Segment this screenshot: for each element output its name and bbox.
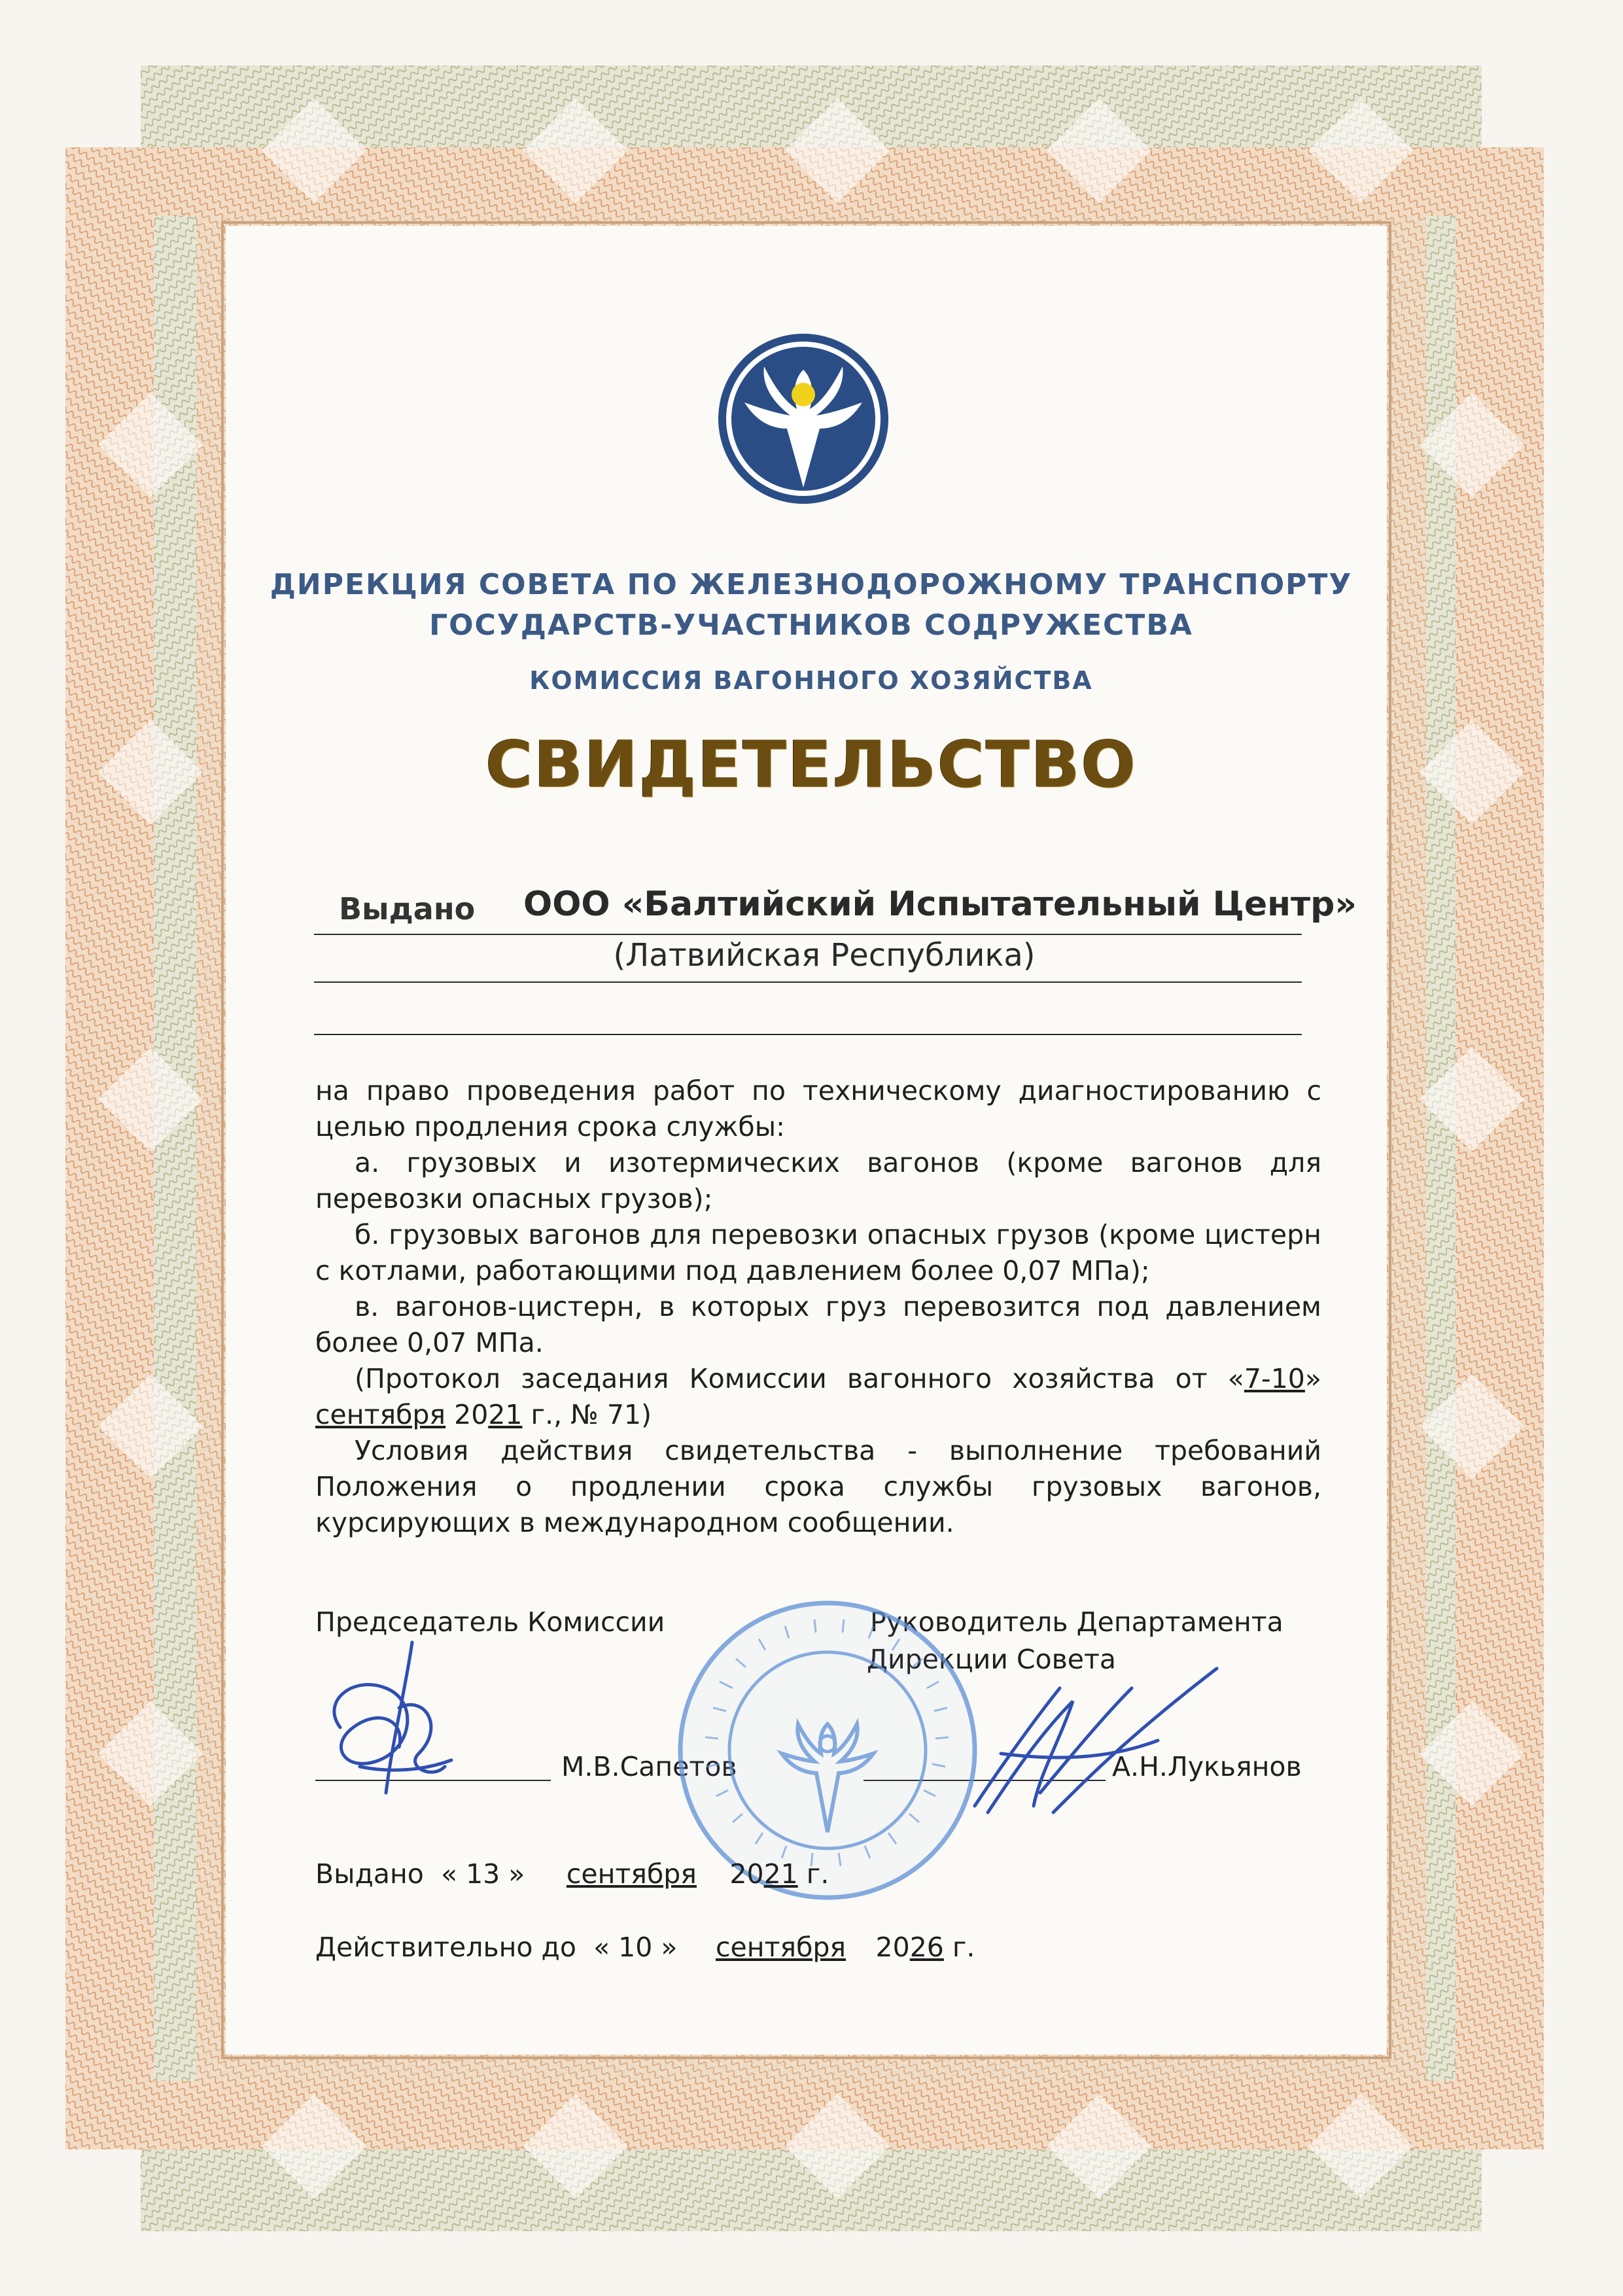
right-handwritten-signature (962, 1662, 1223, 1832)
valid-until-label: Действительно до (315, 1932, 576, 1963)
issued-to-country: (Латвийская Республика) (613, 937, 1036, 974)
issued-line-3 (314, 1034, 1302, 1035)
left-handwritten-signature (314, 1629, 484, 1812)
issued-line-2 (314, 981, 1302, 983)
certificate-body (315, 1073, 1321, 1541)
right-signatory-title-1: Руководитель Департамента (870, 1606, 1283, 1638)
certificate-title: СВИДЕТЕЛЬСТВО (485, 728, 1137, 802)
right-signatory-name: А.Н.Лукьянов (1112, 1751, 1302, 1782)
directorate-title-line-1: ДИРЕКЦИЯ СОВЕТА ПО ЖЕЛЕЗНОДОРОЖНОМУ ТРАНСПОРТУ (270, 568, 1353, 601)
issue-date: Выдано « 13 » сентября 2021 г. (315, 1858, 829, 1890)
commission-title: КОМИССИЯ ВАГОННОГО ХОЗЯЙСТВА (529, 666, 1093, 695)
body-item-a: а. грузовых и изотермических вагонов (кроме вагонов для перевозки опасных грузов); (315, 1147, 1321, 1214)
directorate-title-line-2: ГОСУДАРСТВ-УЧАСТНИКОВ СОДРУЖЕСТВА (429, 609, 1193, 642)
cis-emblem-icon (715, 330, 892, 507)
issue-date-day: « 13 » (440, 1858, 525, 1890)
left-signatory-name: М.В.Сапетов (561, 1751, 737, 1782)
body-item-b: б. грузовых вагонов для перевозки опасных грузов (кроме цистерн с котлами, работающими под давлением более 0,07 МПа); (315, 1219, 1321, 1286)
issued-to-label: Выдано (339, 891, 476, 927)
valid-until-day: « 10 » (593, 1932, 678, 1963)
right-signatory-title-2: Дирекции Совета (867, 1644, 1117, 1675)
body-intro: на право проведения работ по техническому диагностированию с целью продления срока службы: (315, 1075, 1321, 1142)
issued-to-organization: ООО «Балтийский Испытательный Центр» (523, 885, 1357, 924)
valid-until-month: сентября (715, 1932, 846, 1963)
issue-date-month: сентября (566, 1858, 697, 1890)
issued-line-1 (314, 934, 1302, 935)
body-conditions: Условия действия свидетельства - выполнение требований Положения о продлении срока службы грузовых вагонов, курсирующих в международном сообщении. (315, 1435, 1321, 1538)
valid-until-date: Действительно до « 10 » сентября 2026 г. (315, 1932, 975, 1963)
body-item-c: в. вагонов-цистерн, в которых груз перевозится под давлением более 0,07 МПа. (315, 1291, 1321, 1358)
body-protocol: (Протокол заседания Комиссии вагонного хозяйства от «7-10» сентября 2021 г., № 71) (315, 1363, 1321, 1430)
issue-date-label: Выдано (315, 1858, 424, 1890)
left-signatory-title: Председатель Комиссии (315, 1606, 665, 1638)
